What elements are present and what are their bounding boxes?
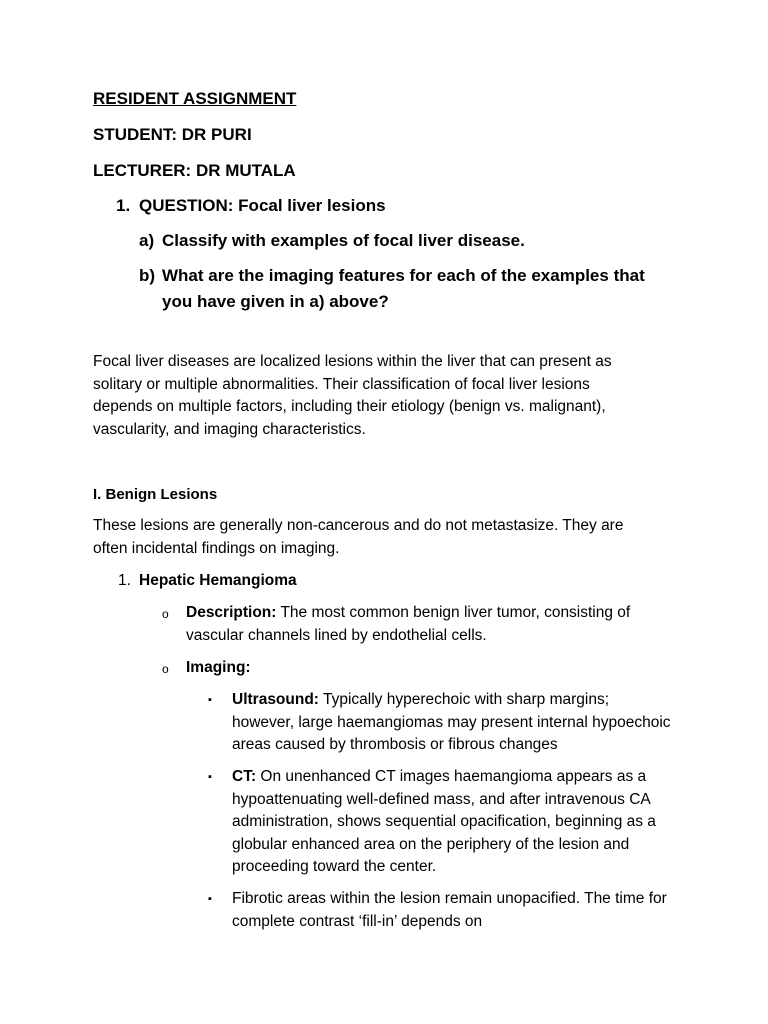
description-text: Description: The most common benign liver tumor, consisting of vascular channels lined by endothelial cells. [186,604,631,644]
question-part-letter: a) [139,231,155,250]
intro-paragraph: Focal liver diseases are localized lesions within the liver that can present as solitary or multiple abnormalities. Their classification of focal liver lesions depends on multiple factors, including their etiology (benign vs. malignant), vascularity, and imaging characteristics. [93,353,612,438]
item-number: 1. [118,572,131,589]
square-bullet-icon: ▪ [208,771,212,783]
student-line: STUDENT: DR PURI [93,125,252,144]
section-heading: I. Benign Lesions [93,486,218,503]
question-part-text: Classify with examples of focal liver disease. [162,231,525,250]
question-number: 1. [116,196,131,215]
imaging-ultrasound-text: Ultrasound: Typically hyperechoic with sharp margins; however, large haemangiomas may present internal hypoechoic areas caused by thrombosis or fibrous changes [232,691,671,753]
section-paragraph: These lesions are generally non-cancerous and do not metastasize. They are often incidental findings on imaging. [93,517,624,557]
circle-bullet-icon: o [162,607,169,621]
imaging-fibrotic-text: Fibrotic areas within the lesion remain unopacified. The time for complete contrast ‘fill-in’ depends on [232,890,667,930]
question-part-text: What are the imaging features for each of the examples that you have given in a) above? [162,266,645,311]
lecturer-line: LECTURER: DR MUTALA [93,161,296,180]
circle-bullet-icon: o [162,662,169,676]
square-bullet-icon: ▪ [208,893,212,905]
item-title: Hepatic Hemangioma [139,572,297,589]
question-text: QUESTION: Focal liver lesions [139,196,386,215]
document-title: RESIDENT ASSIGNMENT [93,89,297,108]
imaging-ct-text: CT: On unenhanced CT images haemangioma appears as a hypoattenuating well-defined mass, and after intravenous CA administration, shows sequential opacification, beginning as a globular enhanced area on the periphery of the lesion and proceeding toward the center. [232,768,656,875]
imaging-label: Imaging: [186,659,251,676]
question-part-letter: b) [139,266,156,285]
square-bullet-icon: ▪ [208,694,212,706]
